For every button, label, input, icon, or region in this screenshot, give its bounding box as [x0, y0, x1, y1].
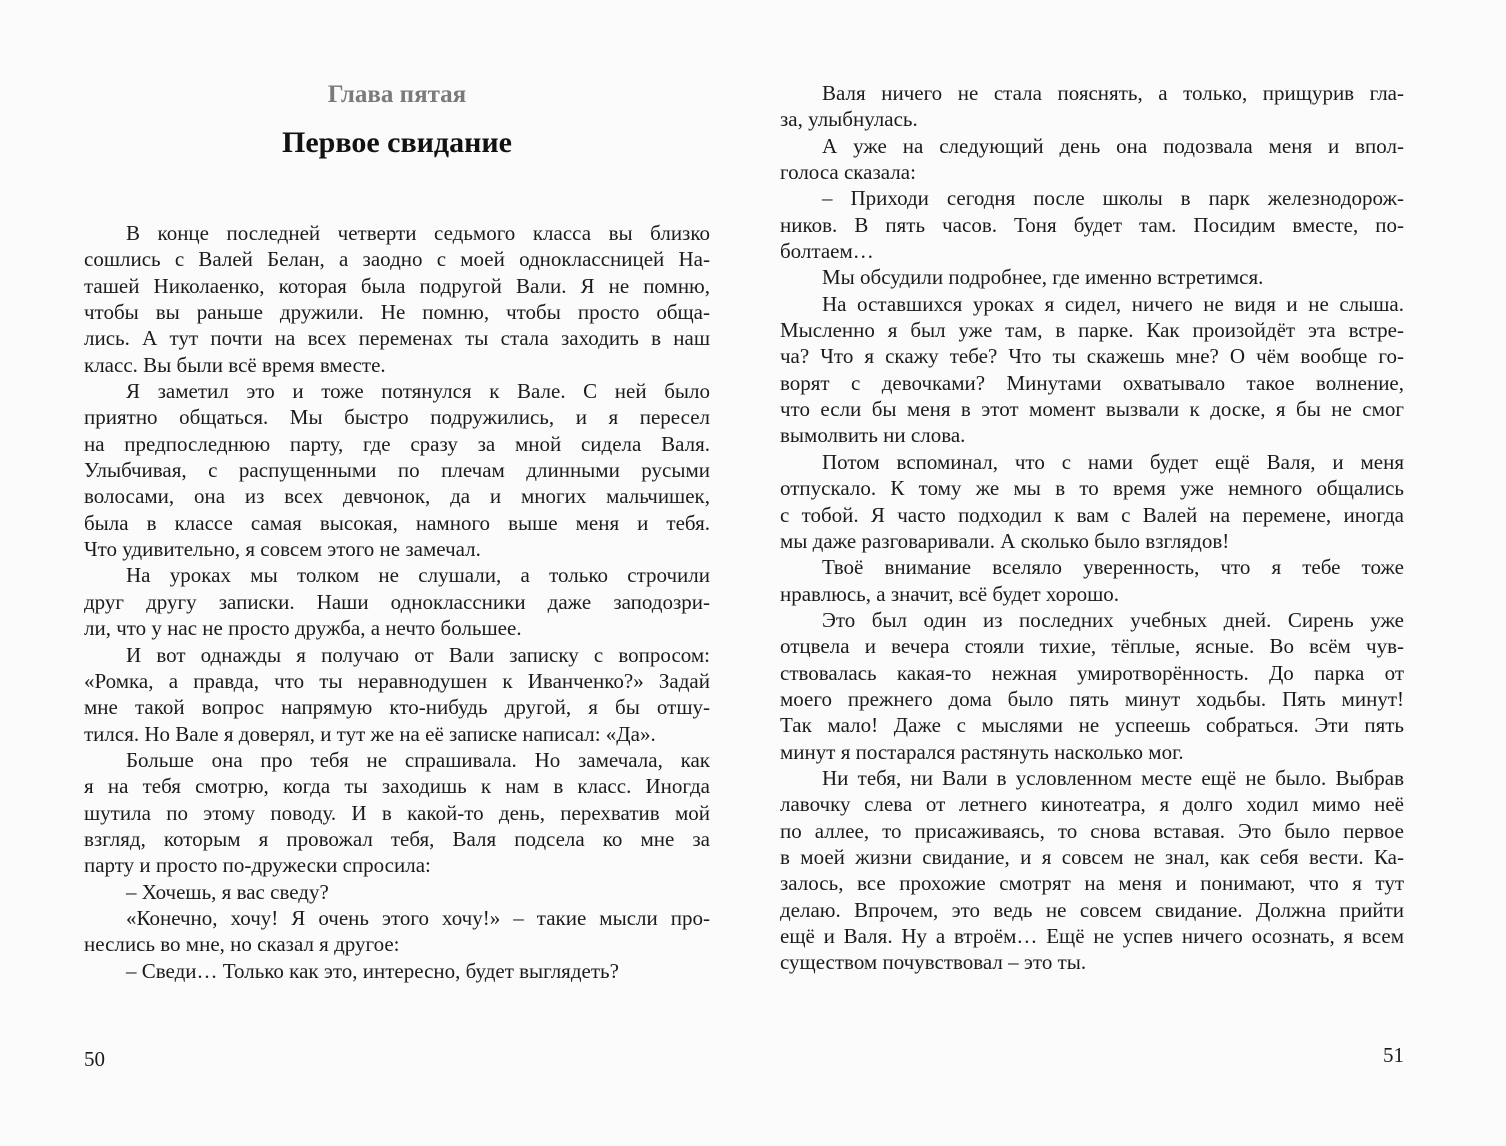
paragraph [780, 607, 1404, 765]
paragraph [84, 747, 710, 879]
paragraph [780, 554, 1404, 607]
text-line: – Хочешь, я вас сведу? [126, 879, 329, 904]
text-line: ча? Что я скажу тебе? Что ты скажешь мне? О чём вообще го- [780, 344, 1404, 369]
paragraph [84, 562, 710, 641]
text-line: Твоё внимание вселяло уверенность, что я тебе тоже [822, 555, 1404, 580]
text-line: на предпоследнюю парту, где сразу за мной сидела Валя. [84, 431, 710, 456]
text-line: парту и просто по-дружески спросила: [84, 853, 431, 878]
text-line: На оставшихся уроках я сидел, ничего не видя и не слыша. [822, 291, 1404, 316]
text-line: Ни тебя, ни Вали в условленном месте ещё не было. Выбрав [822, 765, 1404, 790]
text-line: минут я постарался растянуть насколько мог. [780, 739, 1184, 764]
text-line: Потом вспоминал, что с нами будет ещё Валя, и меня [822, 449, 1404, 474]
paragraph [780, 291, 1404, 449]
paragraph [780, 185, 1404, 264]
text-line: Мы обсудили подробнее, где именно встретимся. [822, 265, 1264, 290]
text-line: И вот однажды я получаю от Вали записку с вопросом: [126, 642, 710, 667]
text-line: мы даже разговаривали. А сколько было взглядов! [780, 528, 1230, 553]
text-line: «Ромка, а правда, что ты неравнодушен к Иванченко?» Задай [84, 668, 710, 693]
text-line: друг другу записки. Наши одноклассники даже заподозри- [84, 589, 710, 614]
text-line: Больше она про тебя не спрашивала. Но замечала, как [126, 747, 710, 772]
text-line: моего прежнего дома было пять минут ходьбы. Пять минут! [780, 686, 1404, 711]
text-line: Что удивительно, я совсем этого не замечал. [84, 537, 481, 562]
text-line: – Приходи сегодня после школы в парк железнодорож- [822, 186, 1404, 211]
paragraph [84, 378, 710, 562]
chapter-title: Первое свидание [281, 126, 512, 159]
text-line: лись. А тут почти на всех переменах ты стала заходить в наш [84, 326, 710, 351]
text-line: отцвела и вечера стояли тихие, тёплые, ясные. Во всём чув- [780, 634, 1404, 659]
text-line: А уже на следующий день она подозвала меня и впол- [822, 133, 1404, 158]
text-line: Так мало! Даже с мыслями не успеешь собраться. Эти пять [780, 713, 1404, 738]
text-line: по аллее, то присаживаясь, то снова вставая. Это было первое [780, 818, 1404, 843]
text-line: В конце последней четверти седьмого класса вы близко [126, 221, 710, 245]
paragraph [780, 80, 1404, 133]
text-line: ташей Николаенко, которая была подругой Вали. Я не помню, [84, 273, 710, 298]
text-line: ворят с девочками? Минутами охватывало такое волнение, [780, 370, 1404, 395]
text-line: взгляд, которым я провожал тебя, Валя подсела ко мне за [84, 826, 710, 851]
text-line: что если бы меня в этот момент вызвали к доске, я бы не смог [780, 397, 1404, 422]
left-page-text [84, 220, 710, 984]
text-line: чтобы вы раньше дружили. Не помню, чтобы просто обща- [84, 300, 710, 325]
page-number-right: 51 [1383, 1043, 1404, 1067]
text-line: вымолвить ни слова. [780, 423, 966, 448]
text-line: болтаем… [780, 239, 874, 264]
text-line: была в классе самая высокая, намного выше меня и тебя. [84, 510, 710, 535]
text-line: голоса сказала: [780, 160, 916, 185]
text-line: Я заметил это и тоже потянулся к Вале. С ней было [126, 379, 710, 404]
text-line: ствовалась какая-то нежная умиротворённость. До парка от [780, 660, 1404, 685]
text-line: ников. В пять часов. Тоня будет там. Посидим вместе, по- [780, 212, 1404, 237]
right-page-text [780, 80, 1404, 976]
chapter-label: Глава пятая [327, 81, 467, 108]
text-line: Улыбчивая, с распущенными по плечам длинными русыми [84, 458, 710, 483]
text-line: делаю. Впрочем, это ведь не совсем свидание. Должна прийти [780, 897, 1404, 922]
text-line: я на тебя смотрю, когда ты заходишь к нам в класс. Иногда [84, 774, 710, 799]
text-line: «Конечно, хочу! Я очень этого хочу!» – такие мысли про- [126, 905, 710, 930]
text-line: тился. Но Вале я доверял, и тут же на её записке написал: «Да». [84, 721, 656, 746]
text-line: ещё и Валя. Ну а втроём… Ещё не успев ничего осознать, я всем [780, 924, 1404, 948]
page-number-left: 50 [84, 1047, 105, 1071]
text-line: На уроках мы толком не слушали, а только строчили [126, 563, 710, 588]
text-line: Валя ничего не стала пояснять, а только, прищурив гла- [822, 81, 1404, 105]
text-line: в моей жизни свидание, и я совсем не знал, как себя вести. Ка- [780, 844, 1404, 869]
text-line: Это был один из последних учебных дней. Сирень уже [822, 607, 1404, 632]
paragraph [780, 449, 1404, 554]
paragraph [84, 958, 710, 984]
paragraph [780, 765, 1404, 976]
text-line: ли, что у нас не просто дружба, а нечто большее. [84, 616, 522, 641]
text-line: существом почувствовал – это ты. [780, 950, 1087, 975]
paragraph [84, 642, 710, 747]
text-line: залось, все прохожие смотрят на меня и понимают, что я тут [780, 871, 1404, 896]
paragraph [84, 905, 710, 958]
text-line: приятно общаться. Мы быстро подружились, и я пересел [84, 405, 710, 430]
text-line: неслись во мне, но сказал я другое: [84, 932, 400, 957]
text-line: сошлись с Валей Белан, а заодно с моей одноклассницей На- [84, 247, 710, 272]
text-line: Мысленно я был уже там, в парке. Как произойдёт эта встре- [780, 318, 1404, 343]
text-line: класс. Вы были всё время вместе. [84, 352, 386, 377]
text-line: за, улыбнулась. [780, 107, 918, 132]
paragraph [780, 264, 1404, 290]
text-line: – Сведи… Только как это, интересно, будет выглядеть? [126, 958, 619, 983]
text-line: нравлюсь, а значит, всё будет хорошо. [780, 581, 1120, 606]
paragraph [84, 220, 710, 378]
text-line: мне такой вопрос напрямую кто-нибудь другой, я бы отшу- [84, 695, 710, 720]
text-line: волосами, она из всех девчонок, да и многих мальчишек, [84, 484, 710, 509]
text-line: лавочку слева от летнего кинотеатра, я долго ходил мимо неё [780, 792, 1404, 817]
paragraph [84, 879, 710, 905]
paragraph [780, 133, 1404, 186]
text-line: шутила по этому поводу. И в какой-то день, перехватив мой [84, 800, 710, 825]
text-line: отпускало. К тому же мы в то время уже немного общались [780, 476, 1404, 501]
text-line: с тобой. Я часто подходил к вам с Валей на перемене, иногда [780, 502, 1404, 527]
